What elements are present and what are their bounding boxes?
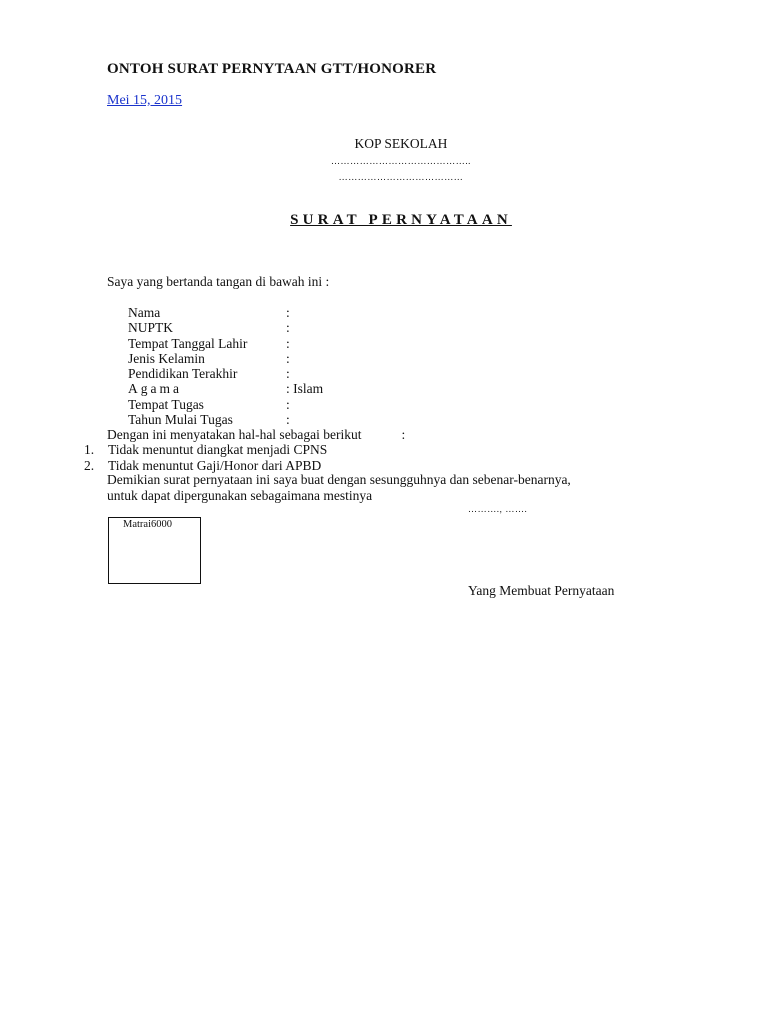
field-value: : [286,366,290,382]
field-value: : [286,305,290,320]
field-row-education [128,366,323,381]
field-value: : Islam [286,381,324,397]
closing-line-1: Demikian surat pernyataan ini saya buat dengan sesungguhnya dan sebenar-benarnya, [107,472,571,487]
statement-intro-colon: : [401,427,406,442]
field-label: Pendidikan Terakhir [128,366,238,382]
field-value: : [286,412,290,428]
field-label: NUPTK [128,320,174,336]
field-row-workplace [128,397,323,412]
field-value: : [286,396,290,412]
field-label: Jenis Kelamin [128,350,205,366]
letterhead-dots-line-2: ………………………………… [338,172,464,182]
list-item [84,458,327,474]
identity-fields [128,305,323,427]
field-value: : [286,350,290,366]
field-value: : [286,335,290,351]
list-number: 1. [84,442,95,457]
stamp-label: Matrai6000 [123,519,172,530]
field-value: : [286,320,290,336]
field-label: Nama [128,305,161,320]
field-label: Tahun Mulai Tugas [128,412,233,428]
field-label: Tempat Tugas [128,396,204,412]
closing-line-2: untuk dapat dipergunakan sebagaimana mestinya [107,487,373,503]
closing-paragraph [107,472,571,503]
list-text: Tidak menuntut diangkat menjadi CPNS [108,442,328,457]
statement-list [84,442,327,473]
field-row-religion [128,381,323,396]
field-row-name [128,305,323,320]
document-title: ONTOH SURAT PERNYTAAN GTT/HONORER [107,61,437,77]
field-row-gender [128,351,323,366]
stamp-box [108,517,201,584]
letterhead-dots-line-1: …………………………………….. [330,156,472,166]
letter-heading: SURAT PERNYATAAN [290,212,512,228]
field-row-start-year [128,412,323,427]
list-number: 2. [84,457,95,473]
post-date-link[interactable]: Mei 15, 2015 [107,93,183,108]
field-row-birth [128,336,323,351]
signer-label: Yang Membuat Pernyataan [468,583,615,598]
list-item [84,442,327,458]
statement-intro [107,427,405,443]
statement-intro-text: Dengan ini menyatakan hal-hal sebagai berikut [107,427,362,442]
letterhead-label: KOP SEKOLAH [354,136,448,151]
field-label: Agama [128,381,182,397]
field-row-nuptk [128,320,323,335]
field-label: Tempat Tanggal Lahir [128,335,248,351]
list-text: Tidak menuntut Gaji/Honor dari APBD [108,457,322,473]
intro-text: Saya yang bertanda tangan di bawah ini : [107,274,330,289]
place-date: ………., ……. [468,504,528,514]
